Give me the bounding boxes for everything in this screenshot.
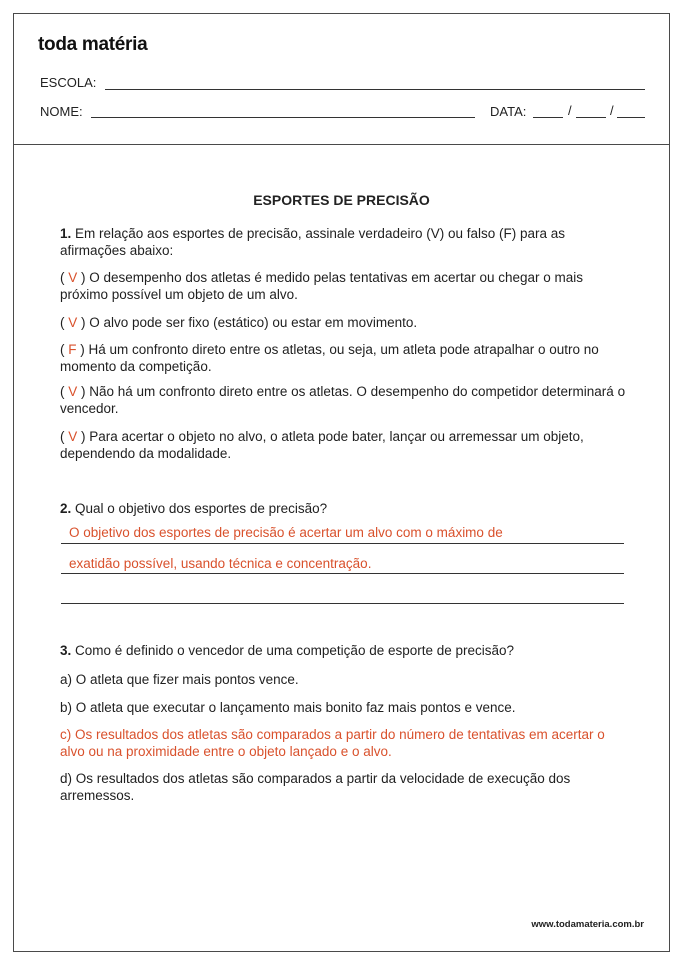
tf-item-2: ( V ) O alvo pode ser fixo (estático) ou estar em movimento. <box>60 315 418 330</box>
worksheet-title: ESPORTES DE PRECISÃO <box>253 192 430 208</box>
date-year-field[interactable] <box>617 117 645 118</box>
answer-line-1[interactable] <box>61 543 624 544</box>
nome-field[interactable] <box>91 117 475 118</box>
answer-line-2[interactable] <box>61 573 624 574</box>
nome-label: NOME: <box>40 104 83 119</box>
question-prompt: Em relação aos esportes de precisão, assinale verdadeiro (V) ou falso (F) para as afirmações abaixo: <box>60 226 566 258</box>
tf-text: O desempenho dos atletas é medido pelas tentativas em acertar ou chegar o mais próximo possível um objeto de um alvo. <box>60 270 584 302</box>
question-1 <box>60 225 630 259</box>
question-number: 3. <box>60 643 72 658</box>
escola-label: ESCOLA: <box>40 75 97 90</box>
answer-text-line-2: exatidão possível, usando técnica e concentração. <box>69 556 372 571</box>
question-prompt: Qual o objetivo dos esportes de precisão? <box>75 501 328 516</box>
option-a[interactable]: a) O atleta que fizer mais pontos vence. <box>60 672 299 687</box>
option-b[interactable]: b) O atleta que executar o lançamento mais bonito faz mais pontos e vence. <box>60 700 516 715</box>
answer-line-3[interactable] <box>61 603 624 604</box>
tf-item-5: ( V ) Para acertar o objeto no alvo, o atleta pode bater, lançar ou arremessar um objeto, dependendo da modalidade. <box>60 429 584 461</box>
tf-mark[interactable]: V <box>68 384 78 399</box>
question-3 <box>60 642 630 659</box>
tf-text: Não há um confronto direto entre os atletas. O desempenho do competidor determinará o vencedor. <box>60 384 626 416</box>
option-c-correct[interactable]: c) Os resultados dos atletas são comparados a partir do número de tentativas em acertar o alvo ou na proximidade entre o objeto lançado e o alvo. <box>60 727 605 759</box>
date-separator: / <box>610 103 614 118</box>
question-number: 1. <box>60 226 72 241</box>
date-month-field[interactable] <box>576 117 606 118</box>
date-day-field[interactable] <box>533 117 563 118</box>
tf-mark[interactable]: F <box>68 342 77 357</box>
question-prompt: Como é definido o vencedor de uma competição de esporte de precisão? <box>75 643 515 658</box>
worksheet-page <box>13 13 670 952</box>
tf-mark[interactable]: V <box>68 270 78 285</box>
question-2 <box>60 500 630 517</box>
header-divider <box>14 144 669 145</box>
tf-text: Há um confronto direto entre os atletas, ou seja, um atleta pode atrapalhar o outro no momento da competição. <box>60 342 599 374</box>
option-d[interactable]: d) Os resultados dos atletas são comparados a partir da velocidade de execução dos arremessos. <box>60 771 571 803</box>
answer-text-line-1: O objetivo dos esportes de precisão é acertar um alvo com o máximo de <box>69 525 503 540</box>
tf-mark[interactable]: V <box>68 429 78 444</box>
tf-item-4: ( V ) Não há um confronto direto entre os atletas. O desempenho do competidor determinará o vencedor. <box>60 384 626 416</box>
footer-url[interactable]: www.todamateria.com.br <box>531 919 644 930</box>
tf-text: Para acertar o objeto no alvo, o atleta pode bater, lançar ou arremessar um objeto, dependendo da modalidade. <box>60 429 584 461</box>
escola-field[interactable] <box>105 89 645 90</box>
tf-item-1: ( V ) O desempenho dos atletas é medido pelas tentativas em acertar ou chegar o mais próximo possível um objeto de um alvo. <box>60 270 584 302</box>
question-number: 2. <box>60 501 72 516</box>
data-label: DATA: <box>490 104 527 119</box>
brand-logo: toda matéria <box>38 34 148 55</box>
tf-mark[interactable]: V <box>68 315 78 330</box>
tf-item-3: ( F ) Há um confronto direto entre os atletas, ou seja, um atleta pode atrapalhar o outro no momento da competição. <box>60 342 599 374</box>
tf-text: O alvo pode ser fixo (estático) ou estar em movimento. <box>89 315 418 330</box>
date-separator: / <box>568 103 572 118</box>
